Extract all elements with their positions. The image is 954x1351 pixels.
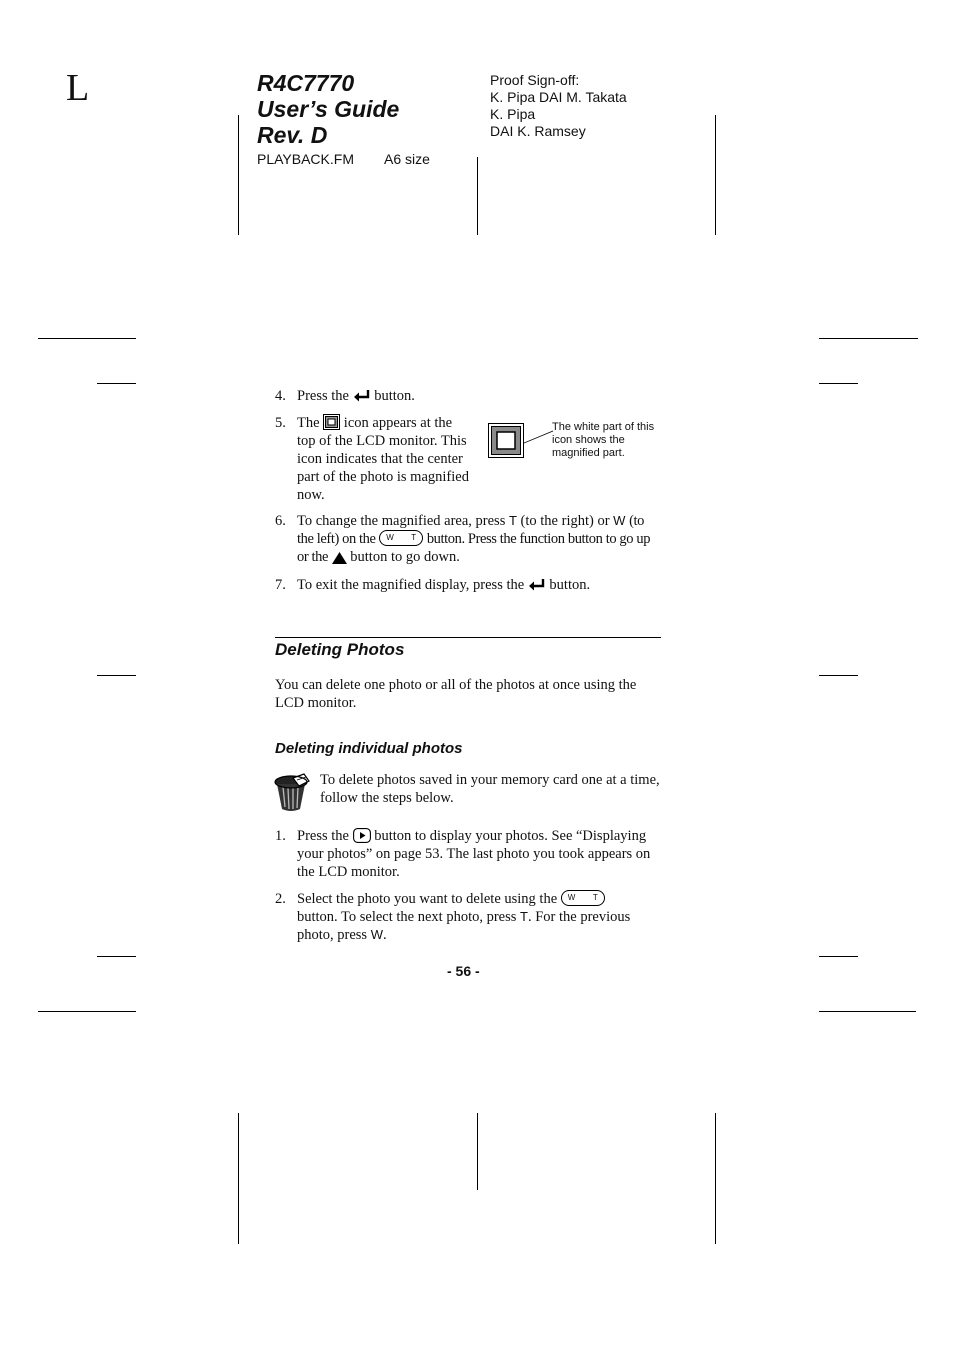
section-title: Deleting Photos bbox=[275, 640, 405, 659]
crop-mark bbox=[819, 383, 858, 384]
crop-mark bbox=[819, 1011, 916, 1012]
wt-zoom-button-icon: W T bbox=[561, 890, 605, 906]
crop-mark bbox=[819, 338, 918, 339]
document-title bbox=[257, 70, 399, 148]
enter-icon bbox=[528, 578, 546, 592]
step-text: Select the photo you want to delete using the W T button. To select the next photo, press T. For the previous photo, press W. bbox=[297, 891, 631, 943]
callout-line bbox=[524, 430, 554, 444]
crop-mark bbox=[238, 115, 239, 235]
triangle-up-icon bbox=[332, 552, 347, 564]
crop-mark bbox=[477, 157, 478, 235]
title-line: R4C7770 bbox=[257, 70, 355, 96]
crop-mark bbox=[38, 338, 136, 339]
trash-note-icon bbox=[271, 772, 313, 812]
crop-mark bbox=[97, 675, 136, 676]
step-number: 7. bbox=[275, 577, 286, 593]
proof-line: DAI K. Ramsey bbox=[490, 123, 586, 139]
zoom-frame-icon bbox=[323, 414, 340, 430]
section-rule bbox=[275, 637, 661, 638]
crop-mark bbox=[819, 956, 858, 957]
proof-line: K. Pipa DAI M. Takata bbox=[490, 89, 627, 105]
crop-mark bbox=[819, 675, 858, 676]
wt-zoom-button-icon: W T bbox=[379, 530, 423, 546]
page-size: A6 size bbox=[384, 151, 430, 167]
proof-line: K. Pipa bbox=[490, 106, 536, 122]
page-number: - 56 - bbox=[447, 963, 480, 979]
proof-line: Proof Sign-off: bbox=[490, 72, 580, 88]
play-icon bbox=[353, 828, 371, 843]
crop-mark bbox=[477, 1113, 478, 1190]
proof-signoff bbox=[490, 72, 627, 140]
enter-icon bbox=[353, 389, 371, 403]
step-text: The icon appears at the top of the LCD monitor. This icon indicates that the center part of the photo is magnified now. bbox=[297, 415, 469, 503]
section-intro: You can delete one photo or all of the photos at once using the LCD monitor. bbox=[275, 677, 637, 711]
step-text: To change the magnified area, press T (to the right) or W (to the left) on the W T button. Press the function button to go up or the button to go down. bbox=[297, 513, 651, 565]
step-text: Press the button to display your photos. See “Displaying your photos” on page 53. The last photo you took appears on the LCD monitor. bbox=[297, 828, 651, 880]
title-line: Rev. D bbox=[257, 122, 328, 148]
subsection-title: Deleting individual photos bbox=[275, 740, 463, 757]
corner-mark: L bbox=[66, 67, 90, 109]
crop-mark bbox=[97, 956, 136, 957]
step-number: 4. bbox=[275, 388, 286, 404]
callout-text: The white part of this icon shows the magnified part. bbox=[552, 421, 655, 459]
title-line: User’s Guide bbox=[257, 96, 400, 122]
file-name: PLAYBACK.FM bbox=[257, 151, 354, 167]
magnify-area-icon bbox=[488, 423, 524, 458]
step-text: Press the button. bbox=[297, 388, 415, 404]
crop-mark bbox=[238, 1113, 239, 1244]
crop-mark bbox=[715, 115, 716, 235]
note-text: To delete photos saved in your memory card one at a time, follow the steps below. bbox=[320, 772, 660, 806]
step-number: 2. bbox=[275, 891, 286, 907]
crop-mark bbox=[38, 1011, 136, 1012]
crop-mark bbox=[97, 383, 136, 384]
step-number: 6. bbox=[275, 513, 286, 529]
crop-mark bbox=[715, 1113, 716, 1244]
step-number: 5. bbox=[275, 415, 286, 431]
step-number: 1. bbox=[275, 828, 286, 844]
step-text: To exit the magnified display, press the button. bbox=[297, 577, 591, 593]
